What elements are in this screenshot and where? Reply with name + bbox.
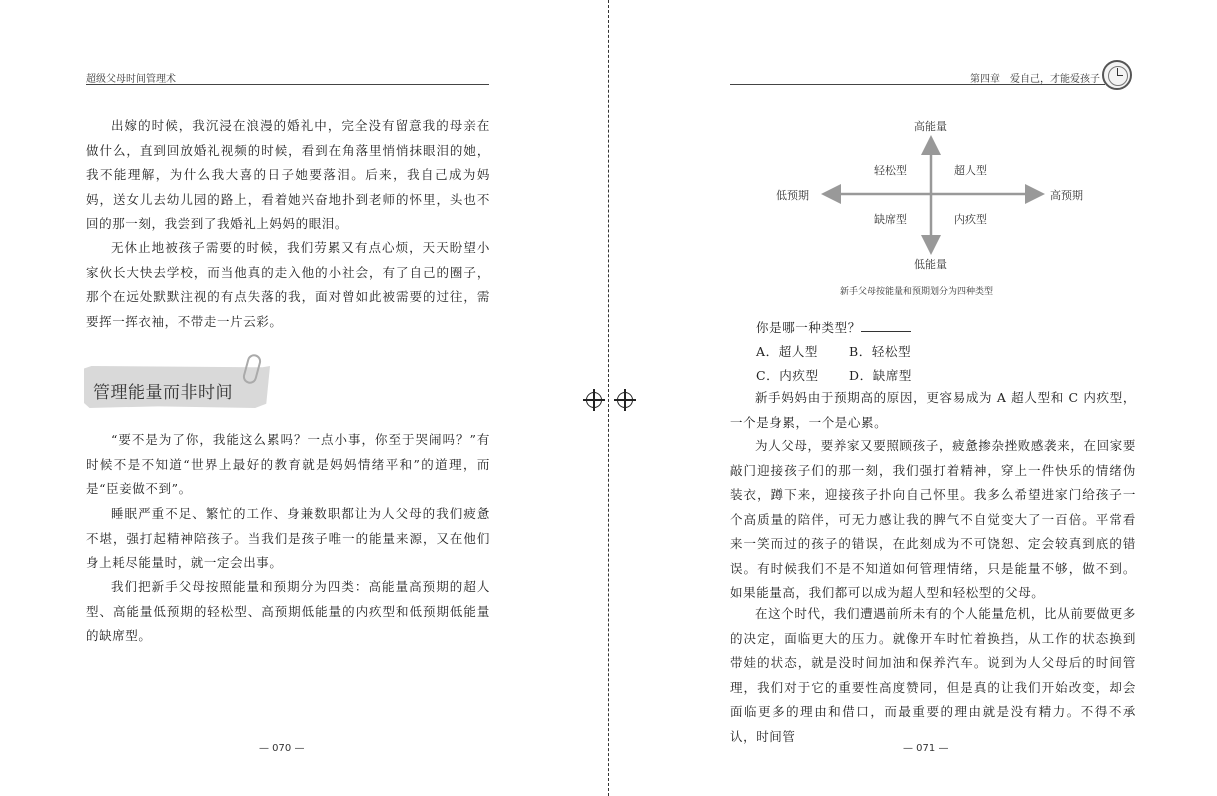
- right-page: [610, 0, 1217, 796]
- section-title: 管理能量而非时间: [93, 383, 233, 403]
- registration-mark-icon: [586, 392, 602, 408]
- paragraph: 在这个时代，我们遭遇前所未有的个人能量危机，比从前要做更多的决定，面临更大的压力。就像开车时忙着换挡，从工作的状态换到带娃的状态，就是没时间加油和保养汽车。说到为人父母后的时间管理，我们对于它的重要性高度赞同，但是真的让我们开始改变，却会面临更多的理由和借口，而最重要的理由就是没有精力。不得不承认，时间管: [730, 606, 1136, 744]
- axis-label-left: 低预期: [776, 189, 809, 202]
- left-page: [0, 0, 608, 796]
- paragraph: 出嫁的时候，我沉浸在浪漫的婚礼中，完全没有留意我的母亲在做什么，直到回放婚礼视频的时候，看到在角落里悄悄抹眼泪的她，我不能理解，为什么我大喜的日子她要落泪。后来，我自己成为妈妈，送女儿去幼儿园的路上，看着她兴奋地扑到老师的怀里，头也不回的那一刻，我尝到了我婚礼上妈妈的眼泪。: [86, 118, 490, 231]
- quiz-question-text: 你是哪一种类型？: [756, 320, 861, 335]
- axis-label-top: 高能量: [914, 120, 947, 133]
- paragraph: 新手妈妈由于预期高的原因，更容易成为 A 超人型和 C 内疚型，一个是身累，一个是心累。: [730, 390, 1136, 430]
- quadrant-label: 轻松型: [874, 164, 907, 177]
- clock-icon: [1102, 60, 1132, 90]
- axis-label-bottom: 低能量: [914, 258, 947, 271]
- header-rule-left: [86, 84, 489, 85]
- answer-blank: [861, 319, 911, 332]
- axis-label-right: 高预期: [1050, 189, 1083, 202]
- quiz-option-d: D．缺席型: [849, 368, 913, 383]
- paragraph: “要不是为了你，我能这么累吗？一点小事，你至于哭闹吗？”有时候不是不知道“世界上最好的教育就是妈妈情绪平和”的道理，而是“臣妾做不到”。: [86, 432, 490, 496]
- paragraph: 为人父母，要养家又要照顾孩子，疲惫掺杂挫败感袭来，在回家要敲门迎接孩子们的那一刻，我们强打着精神，穿上一件快乐的情绪伪装衣，蹲下来，迎接孩子扑向自己怀里。我多么希望进家门给孩子一个高质量的陪伴，可无力感让我的脾气不自觉变大了一百倍。平常看来一笑而过的孩子的错误，在此刻成为不可饶恕、定会较真到底的错误。有时候我们不是不知道如何管理情绪，只是能量不够，做不到。如果能量高，我们都可以成为超人型和轻松型的父母。: [730, 438, 1136, 600]
- quadrant-label: 缺席型: [874, 213, 907, 226]
- paragraph: 我们把新手父母按照能量和预期分为四类：高能量高预期的超人型、高能量低预期的轻松型、高预期低能量的内疚型和低预期低能量的缺席型。: [86, 579, 490, 643]
- quadrant-diagram: [760, 112, 1083, 272]
- quiz-option-c: C．内疚型: [756, 368, 819, 383]
- paragraph: 无休止地被孩子需要的时候，我们劳累又有点心烦，天天盼望小家伙长大快去学校，而当他真的走入他的小社会，有了自己的圈子，那个在远处默默注视的有点失落的我，面对曾如此被需要的过往，需要挥一挥衣袖，不带走一片云彩。: [86, 240, 490, 329]
- quiz-option-a: A．超人型: [756, 344, 819, 359]
- page-number-left: — 070 —: [259, 743, 305, 754]
- quadrant-label: 超人型: [954, 164, 987, 177]
- diagram-caption: 新手父母按能量和预期划分为四种类型: [840, 287, 994, 297]
- paragraph: 睡眠严重不足、繁忙的工作、身兼数职都让为人父母的我们疲惫不堪，强打起精神陪孩子。当我们是孩子唯一的能量来源，又在他们身上耗尽能量时，就一定会出事。: [86, 506, 490, 570]
- quiz-question: [756, 318, 911, 336]
- page-number-right: — 071 —: [903, 743, 949, 754]
- running-head-left: 超级父母时间管理术: [86, 74, 176, 85]
- quiz-option-b: B．轻松型: [849, 344, 912, 359]
- running-head-right: 第四章 爱自己，才能爱孩子: [970, 74, 1100, 85]
- quadrant-label: 内疚型: [954, 213, 987, 226]
- page-fold-line: [608, 0, 609, 796]
- header-rule-right: [730, 84, 1105, 85]
